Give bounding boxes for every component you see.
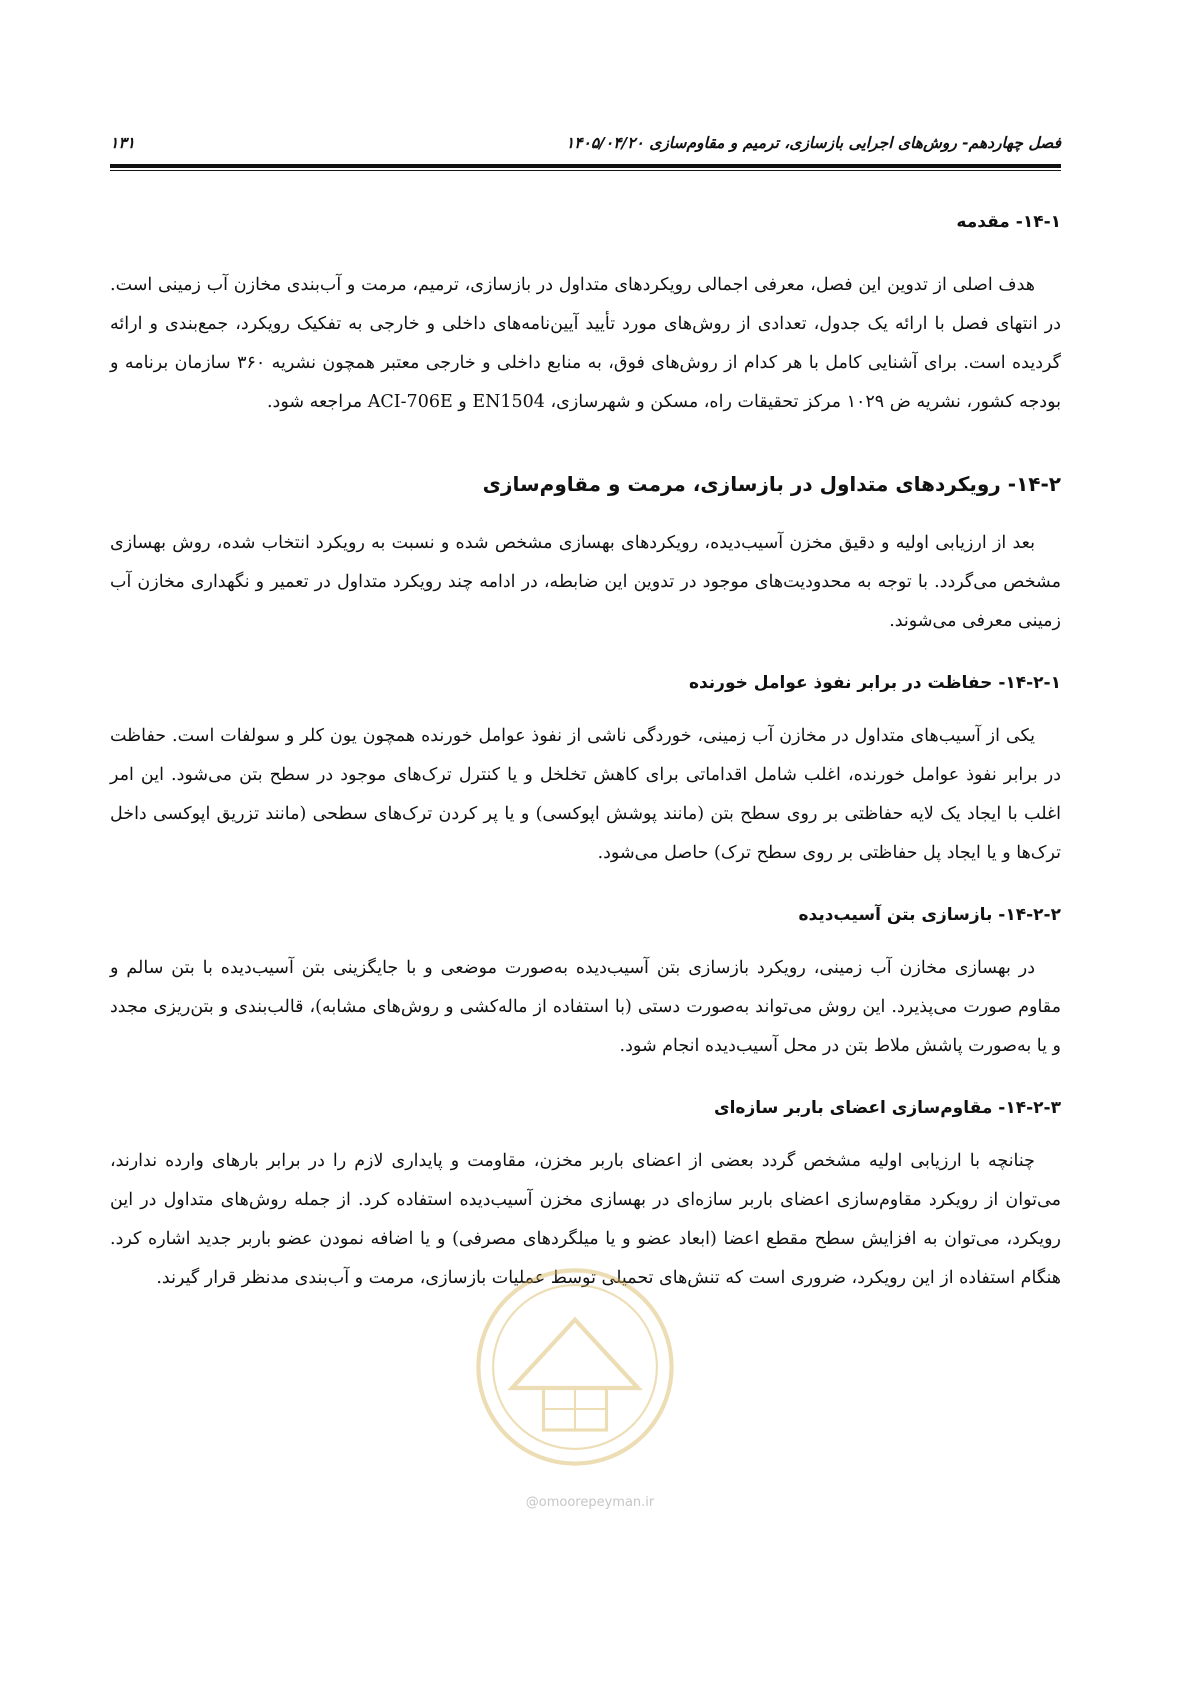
header-rule-thin: [110, 170, 1061, 171]
page-content: [110, 210, 1061, 1298]
watermark-seal-icon: [470, 1262, 680, 1472]
watermark-text: @omoorepeyman.ir: [525, 1495, 655, 1510]
header-rule-thick: [110, 164, 1061, 168]
section-heading-approaches: ۱۴-۲- رویکردهای متداول در بازسازی، مرمت و مقاوم‌سازی: [482, 472, 1061, 496]
subsection-heading-concrete-repair: ۱۴-۲-۲- بازسازی بتن آسیب‌دیده: [798, 905, 1061, 925]
paragraph-approaches: بعد از ارزیابی اولیه و دقیق مخزن آسیب‌دیده، رویکردهای بهسازی مشخص شده و نسبت به رویکرد انتخاب شده، روش بهسازی مشخص می‌گردد. با توجه به محدودیت‌های موجود در تدوین این ضابطه، در ادامه چند رویکرد متداول در تعمیر و نگهداری مخازن آب زمینی معرفی می‌شوند.: [110, 533, 1061, 631]
paragraph-corrosion: یکی از آسیب‌های متداول در مخازن آب زمینی، خوردگی ناشی از نفوذ عوامل خورنده همچون یون کلر و سولفات است. حفاظت در برابر نفوذ عوامل خورنده، اغلب شامل اقداماتی برای کاهش تخلخل و یا کنترل ترک‌های موجود در سطح بتن می‌شود. این امر اغلب با ایجاد یک لایه حفاظتی بر روی سطح بتن (مانند پوشش اپوکسی) و یا پر کردن ترک‌های سطحی (مانند تزریق اپوکسی داخل ترک‌ها و یا ایجاد پل حفاظتی بر روی سطح ترک) حاصل می‌شود.: [110, 726, 1061, 863]
page-header: [110, 128, 1061, 158]
section-heading-intro: ۱۴-۱- مقدمه: [956, 212, 1061, 232]
running-title: فصل چهاردهم- روش‌های اجرایی بازسازی، ترمیم و مقاوم‌سازی ۱۴۰۵/۰۴/۲۰: [565, 134, 1061, 152]
paragraph-concrete-repair: در بهسازی مخازن آب زمینی، رویکرد بازسازی بتن آسیب‌دیده به‌صورت موضعی و با جایگزینی بتن آسیب‌دیده با بتن سالم و مقاوم صورت می‌پذیرد. این روش می‌تواند به‌صورت دستی (با استفاده از ماله‌کشی و روش‌های مشابه)، قالب‌بندی و بتن‌ریزی مجدد و یا به‌صورت پاشش ملاط بتن در محل آسیب‌دیده انجام شود.: [110, 958, 1061, 1056]
subsection-heading-corrosion: ۱۴-۲-۱- حفاظت در برابر نفوذ عوامل خورنده: [688, 673, 1061, 693]
paragraph-intro: هدف اصلی از تدوین این فصل، معرفی اجمالی رویکردهای متداول در بازسازی، ترمیم، مرمت و آب‌بندی مخازن آب زمینی است. در انتهای فصل با ارائه یک جدول، تعدادی از روش‌های مورد تأیید آیین‌نامه‌های داخلی و خارجی به تفکیک رویکرد، جمع‌بندی و ارائه گردیده است. برای آشنایی کامل با هر کدام از روش‌های فوق، به منابع داخلی و خارجی معتبر همچون نشریه ۳۶۰ سازمان برنامه و بودجه کشور، نشریه ض ۱۰۲۹ مرکز تحقیقات راه، مسکن و شهرسازی، EN1504 و ACI-706E مراجعه شود.: [110, 275, 1061, 412]
subsection-heading-strengthening: ۱۴-۲-۳- مقاوم‌سازی اعضای باربر سازه‌ای: [714, 1098, 1061, 1118]
paragraph-strengthening: چنانچه با ارزیابی اولیه مشخص گردد بعضی از اعضای باربر مخزن، مقاومت و پایداری لازم را در برابر بارهای وارده ندارند، می‌توان از رویکرد مقاوم‌سازی اعضای باربر سازه‌ای در بهسازی مخزن آسیب‌دیده استفاده کرد. از جمله روش‌های متداول در این رویکرد، می‌توان به افزایش سطح مقطع اعضا (ابعاد عضو و یا میلگردهای مصرفی) و یا اضافه نمودن عضو باربر جدید اشاره کرد. هنگام استفاده از این رویکرد، ضروری است که تنش‌های تحمیلی توسط عملیات بازسازی، مرمت و آب‌بندی مدنظر قرار گیرند.: [110, 1151, 1061, 1288]
page-number: ۱۳۱: [110, 134, 135, 152]
